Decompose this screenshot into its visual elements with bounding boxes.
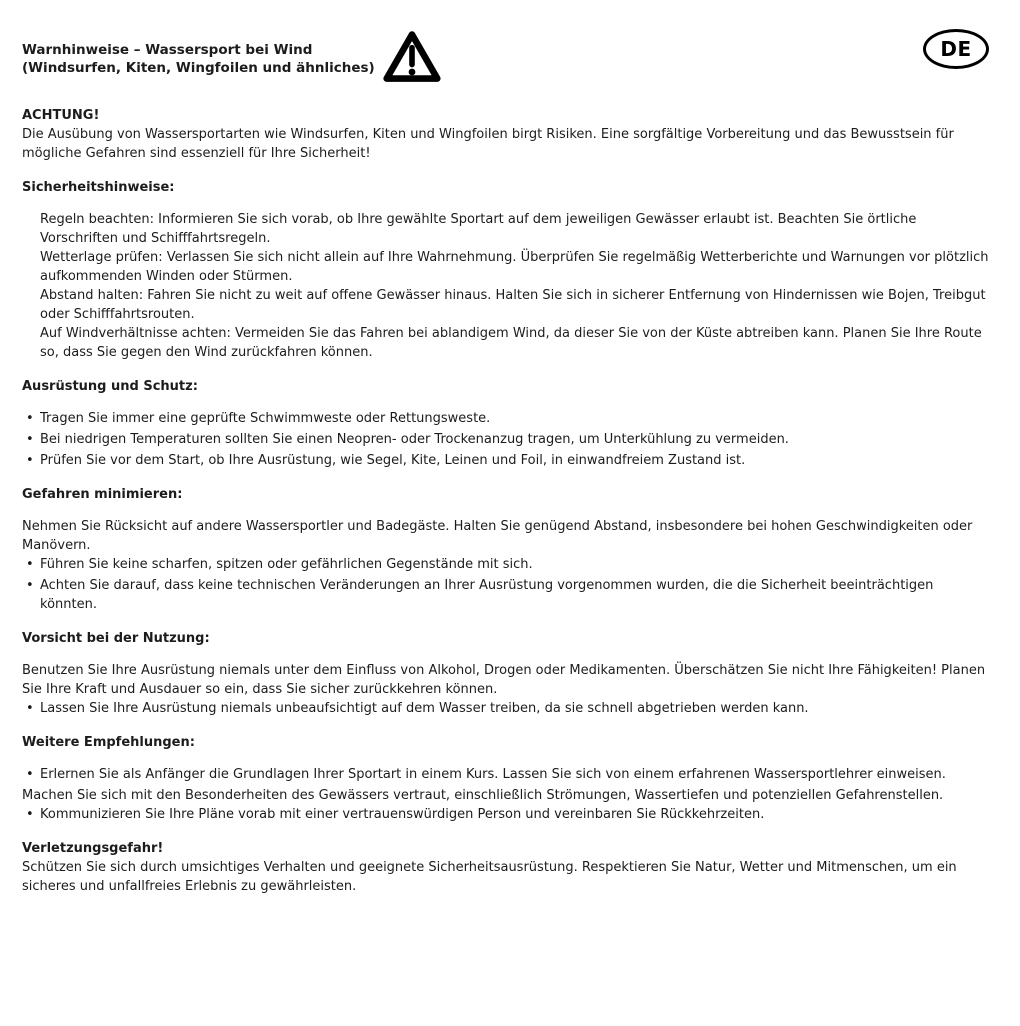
bullet-item: • Achten Sie darauf, dass keine technischen Veränderungen an Ihrer Ausrüstung vorgenommen wurden, die die Sicherheit beeinträchtigen könnten. bbox=[22, 576, 990, 614]
bullet-item: • Lassen Sie Ihre Ausrüstung niemals unbeaufsichtigt auf dem Wasser treiben, da sie schnell abgetrieben werden kann. bbox=[22, 699, 990, 718]
page-title-line2: (Windsurfen, Kiten, Wingfoilen und ähnliches) bbox=[22, 60, 375, 76]
injury-body: Schützen Sie sich durch umsichtiges Verhalten und geeignete Sicherheitsausrüstung. Respektieren Sie Natur, Wetter und Mitmenschen, um ein sicheres und unfallfreies Erlebnis zu gewährleisten. bbox=[22, 860, 957, 894]
bullet-item: • Tragen Sie immer eine geprüfte Schwimmweste oder Rettungsweste. bbox=[22, 409, 990, 428]
safety-item: Regeln beachten: Informieren Sie sich vorab, ob Ihre gewählte Sportart auf dem jeweiligen Gewässer erlaubt ist. Beachten Sie örtliche Vorschriften und Schifffahrtsregeln. bbox=[40, 212, 917, 246]
safety-item: Auf Windverhältnisse achten: Vermeiden Sie das Fahren bei ablandigem Wind, da dieser Sie von der Küste abtreiben kann. Planen Sie Ihre Route so, dass Sie gegen den Wind zurückfahren können. bbox=[40, 326, 982, 360]
bullet-item: • Prüfen Sie vor dem Start, ob Ihre Ausrüstung, wie Segel, Kite, Leinen und Foil, in einwandfreiem Zustand ist. bbox=[22, 451, 990, 470]
section-caution bbox=[22, 629, 990, 718]
attention-body: Die Ausübung von Wassersportarten wie Windsurfen, Kiten und Wingfoilen birgt Risiken. Eine sorgfältige Vorbereitung und das Bewusstsein für mögliche Gefahren sind essenziell für Ihre Sicherheit! bbox=[22, 127, 954, 161]
section-minimize-hazards bbox=[22, 485, 990, 614]
document-header bbox=[22, 33, 990, 85]
bullet-item: • Bei niedrigen Temperaturen sollten Sie einen Neopren- oder Trockenanzug tragen, um Unterkühlung zu vermeiden. bbox=[22, 430, 990, 449]
bullet-item: • Kommunizieren Sie Ihre Pläne vorab mit einer vertrauenswürdigen Person und vereinbaren Sie Rückkehrzeiten. bbox=[22, 805, 990, 824]
recommendations-heading: Weitere Empfehlungen: bbox=[22, 735, 195, 750]
bullet-item: • Erlernen Sie als Anfänger die Grundlagen Ihrer Sportart in einem Kurs. Lassen Sie sich von einem erfahrenen Wassersportlehrer einweisen. bbox=[22, 765, 990, 784]
recommendations-bullet-list bbox=[22, 805, 990, 824]
section-attention bbox=[22, 106, 990, 163]
section-equipment bbox=[22, 377, 990, 470]
equipment-heading: Ausrüstung und Schutz: bbox=[22, 379, 198, 394]
page-title bbox=[22, 41, 375, 77]
page-title-line1: Warnhinweise – Wassersport bei Wind bbox=[22, 42, 313, 58]
safety-heading: Sicherheitshinweise: bbox=[22, 180, 175, 195]
recommendations-bullet-list bbox=[22, 765, 990, 784]
caution-intro: Benutzen Sie Ihre Ausrüstung niemals unter dem Einfluss von Alkohol, Drogen oder Medikamenten. Überschätzen Sie nicht Ihre Fähigkeiten! Planen Sie Ihre Kraft und Ausdauer so ein, dass Sie sicher zurückkehren können. bbox=[22, 663, 986, 697]
minimize-heading: Gefahren minimieren: bbox=[22, 487, 183, 502]
language-badge-label: DE bbox=[940, 36, 972, 61]
safety-item: Wetterlage prüfen: Verlassen Sie sich nicht allein auf Ihre Wahrnehmung. Überprüfen Sie regelmäßig Wetterberichte und Warnungen vor plötzlich aufkommenden Winden oder Stürmen. bbox=[40, 250, 989, 284]
section-safety-notes bbox=[22, 178, 990, 362]
bullet-item: • Führen Sie keine scharfen, spitzen oder gefährlichen Gegenstände mit sich. bbox=[22, 555, 990, 574]
caution-heading: Vorsicht bei der Nutzung: bbox=[22, 631, 210, 646]
equipment-bullet-list bbox=[22, 409, 990, 470]
minimize-intro: Nehmen Sie Rücksicht auf andere Wassersportler und Badegäste. Halten Sie genügend Abstand, insbesondere bei hohen Geschwindigkeiten oder Manövern. bbox=[22, 519, 973, 553]
safety-items bbox=[40, 210, 990, 362]
minimize-bullet-list bbox=[22, 555, 990, 614]
section-injury-risk bbox=[22, 839, 990, 896]
safety-item: Abstand halten: Fahren Sie nicht zu weit auf offene Gewässer hinaus. Halten Sie sich in sicherer Entfernung von Hindernissen wie Bojen, Treibgut oder Schifffahrtsrouten. bbox=[40, 288, 986, 322]
attention-heading: ACHTUNG! bbox=[22, 108, 100, 123]
warning-triangle-icon bbox=[382, 29, 442, 85]
section-recommendations bbox=[22, 733, 990, 824]
caution-bullet-list bbox=[22, 699, 990, 718]
recommendations-note: Machen Sie sich mit den Besonderheiten des Gewässers vertraut, einschließlich Strömungen, Wassertiefen und potenziellen Gefahrenstellen. bbox=[22, 788, 944, 803]
language-badge bbox=[923, 29, 989, 69]
injury-heading: Verletzungsgefahr! bbox=[22, 841, 164, 856]
